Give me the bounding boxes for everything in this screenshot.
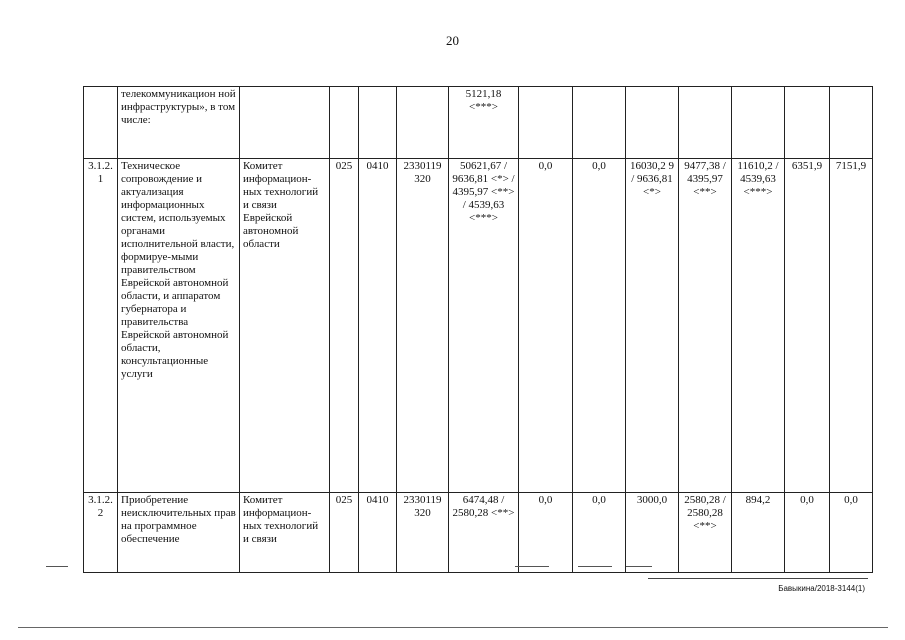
cell-rzpr: 0410 <box>359 159 397 493</box>
page-bottom-rule <box>18 627 888 628</box>
cell-grbs: 025 <box>330 493 359 573</box>
page-number: 20 <box>446 33 459 48</box>
cell-2019 <box>732 87 785 159</box>
table-row <box>84 159 873 493</box>
cell-grbs <box>330 87 359 159</box>
cell-2020: 6351,9 <box>785 159 830 493</box>
cell-executor <box>240 87 330 159</box>
margin-dash <box>626 566 652 567</box>
cell-csr: 2330119 320 <box>397 159 449 493</box>
cell-executor: Комитет информацион-ных технологий и связи Еврейской автономной области <box>240 159 330 493</box>
cell-2021: 7151,9 <box>830 159 873 493</box>
table-row <box>84 87 873 159</box>
cell-name: телекоммуникацион ной инфраструктуры», в том числе: <box>118 87 240 159</box>
cell-num: 3.1.2. 2 <box>84 493 118 573</box>
cell-executor: Комитет информацион-ных технологий и связи <box>240 493 330 573</box>
cell-2016: 0,0 <box>573 493 626 573</box>
cell-2019: 11610,2 / 4539,63 <***> <box>732 159 785 493</box>
cell-2016 <box>573 87 626 159</box>
cell-2017 <box>626 87 679 159</box>
cell-2020: 0,0 <box>785 493 830 573</box>
cell-num: 3.1.2. 1 <box>84 159 118 493</box>
cell-2020 <box>785 87 830 159</box>
footer-code: Бавыкина/2018-3144(1) <box>778 584 865 593</box>
cell-rzpr: 0410 <box>359 493 397 573</box>
budget-table <box>83 86 873 573</box>
footer-rule <box>648 578 868 579</box>
cell-rzpr <box>359 87 397 159</box>
table-row <box>84 493 873 573</box>
cell-name: Техническое сопровождение и актуализация информационных систем, используемых органами исполнительной власти, формируе-мыми правительством Еврейской автономной области, и аппаратом губернатора и правительства Еврейской автономной области, консультационные услуги <box>118 159 240 493</box>
cell-2015: 0,0 <box>519 493 573 573</box>
cell-csr <box>397 87 449 159</box>
cell-2017: 16030,2 9 / 9636,81 <*> <box>626 159 679 493</box>
cell-2019: 894,2 <box>732 493 785 573</box>
cell-grbs: 025 <box>330 159 359 493</box>
margin-dash <box>46 566 68 567</box>
cell-name: Приобретение неисключительных прав на программное обеспечение <box>118 493 240 573</box>
cell-num <box>84 87 118 159</box>
cell-total: 5121,18 <***> <box>449 87 519 159</box>
cell-total: 50621,67 / 9636,81 <*> / 4395,97 <**> / 4539,63 <***> <box>449 159 519 493</box>
cell-2021: 0,0 <box>830 493 873 573</box>
cell-2016: 0,0 <box>573 159 626 493</box>
cell-csr: 2330119 320 <box>397 493 449 573</box>
cell-2018: 2580,28 / 2580,28 <**> <box>679 493 732 573</box>
margin-dash <box>578 566 612 567</box>
cell-2017: 3000,0 <box>626 493 679 573</box>
cell-2021 <box>830 87 873 159</box>
cell-2018 <box>679 87 732 159</box>
cell-total: 6474,48 / 2580,28 <**> <box>449 493 519 573</box>
margin-dash <box>515 566 549 567</box>
cell-2018: 9477,38 / 4395,97 <**> <box>679 159 732 493</box>
cell-2015: 0,0 <box>519 159 573 493</box>
cell-2015 <box>519 87 573 159</box>
